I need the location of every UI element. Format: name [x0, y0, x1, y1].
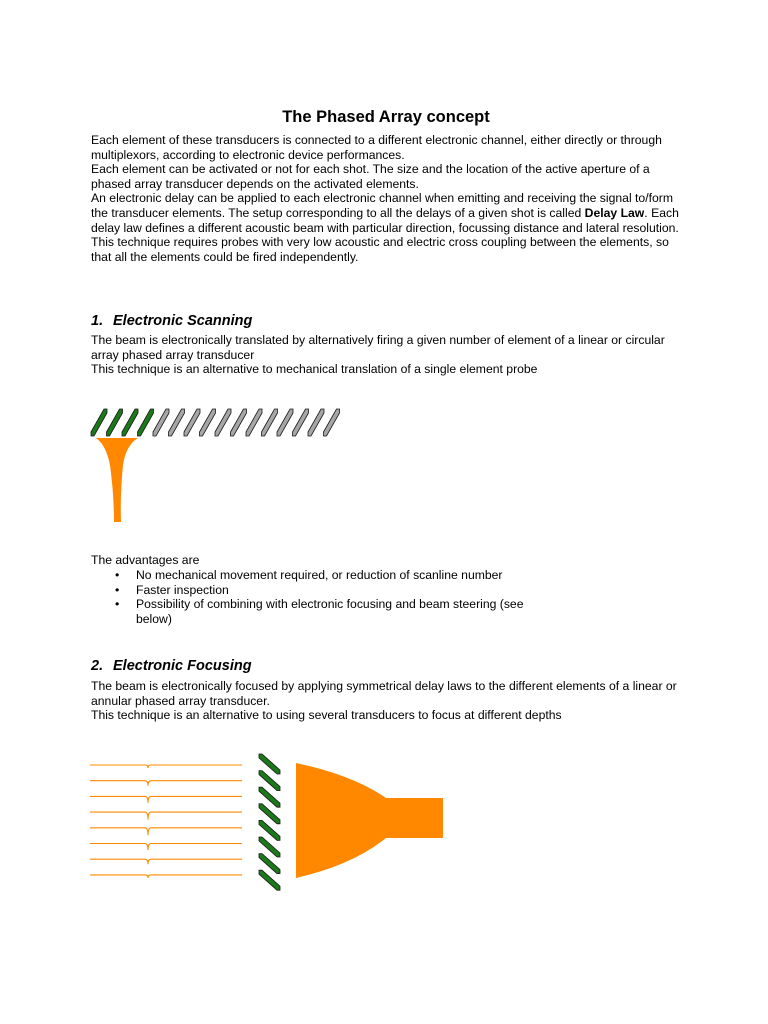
- scan-transducer-array: [91, 409, 340, 436]
- active-element: [122, 409, 138, 436]
- section2-text-2: This technique is an alternative to using several transducers to focus at different depths: [91, 708, 562, 723]
- section2-title: Electronic Focusing: [113, 658, 252, 674]
- focus-beam: [296, 763, 443, 878]
- intro-text-4: This technique requires probes with very low acoustic and electric cross coupling between the elements, so that all the elements could be fired independently.: [91, 235, 669, 264]
- inactive-element: [184, 409, 200, 436]
- section1-text-2: This technique is an alternative to mechanical translation of a single element probe: [91, 362, 538, 377]
- intro-paragraph: [91, 133, 681, 264]
- section2-heading: [91, 658, 252, 674]
- section2-number: 2.: [91, 658, 104, 674]
- inactive-element: [200, 409, 216, 436]
- inactive-element: [277, 409, 293, 436]
- active-element: [91, 409, 107, 436]
- section1-paragraph: [91, 333, 681, 377]
- delay-line: [90, 828, 242, 836]
- delay-law-term: Delay Law: [584, 205, 645, 220]
- active-element: [138, 409, 154, 436]
- electronic-focusing-figure: [88, 750, 448, 895]
- scan-beam: [96, 438, 138, 522]
- delay-line: [90, 796, 242, 803]
- page-title: The Phased Array concept: [282, 108, 490, 126]
- delay-line: [90, 859, 242, 864]
- delay-line: [90, 875, 242, 878]
- inactive-element: [215, 409, 231, 436]
- advantages-list: [91, 568, 551, 626]
- advantage-item: • No mechanical movement required, or reduction of scanline number: [91, 568, 551, 583]
- active-element: [107, 409, 123, 436]
- inactive-element: [231, 409, 247, 436]
- delay-law-lines: [90, 765, 242, 878]
- delay-line: [90, 765, 242, 768]
- section2-paragraph: [91, 679, 681, 723]
- delay-line: [90, 812, 242, 820]
- advantages-label: The advantages are: [91, 553, 200, 567]
- inactive-element: [169, 409, 185, 436]
- section1-heading: [91, 313, 252, 329]
- electronic-scanning-figure: [88, 405, 348, 530]
- inactive-element: [308, 409, 324, 436]
- intro-text-2: Each element can be activated or not for each shot. The size and the location of the active aperture of a phased array transducer depends on the activated elements.: [91, 162, 650, 191]
- delay-line: [90, 781, 242, 786]
- section1-number: 1.: [91, 313, 104, 329]
- focus-transducer-array: [259, 754, 280, 890]
- section2-text-1: The beam is electronically focused by applying symmetrical delay laws to the different elements of a linear or annular phased array transducer.: [91, 679, 677, 708]
- delay-line: [90, 844, 242, 851]
- inactive-element: [262, 409, 278, 436]
- inactive-element: [153, 409, 169, 436]
- advantage-item: • Possibility of combining with electronic focusing and beam steering (see below): [91, 597, 551, 626]
- section1-title: Electronic Scanning: [113, 313, 253, 329]
- section1-text-1: The beam is electronically translated by alternatively firing a given number of element of a linear or circular array phased array transducer: [91, 333, 665, 362]
- intro-text-1: Each element of these transducers is connected to a different electronic channel, either directly or through multiplexors, according to electronic device performances.: [91, 133, 662, 162]
- inactive-element: [246, 409, 262, 436]
- inactive-element: [293, 409, 309, 436]
- inactive-element: [324, 409, 340, 436]
- advantage-item: • Faster inspection: [91, 583, 551, 598]
- intro-text-3a: An electronic delay can be applied to each electronic channel when emitting and receiving the signal to/form the transducer elements. The setup corresponding to all the delays of a given shot is called: [91, 191, 673, 220]
- intro-text-3b: . Each delay law defines a different acoustic beam with particular direction, focussing distance and lateral resolution.: [91, 205, 679, 235]
